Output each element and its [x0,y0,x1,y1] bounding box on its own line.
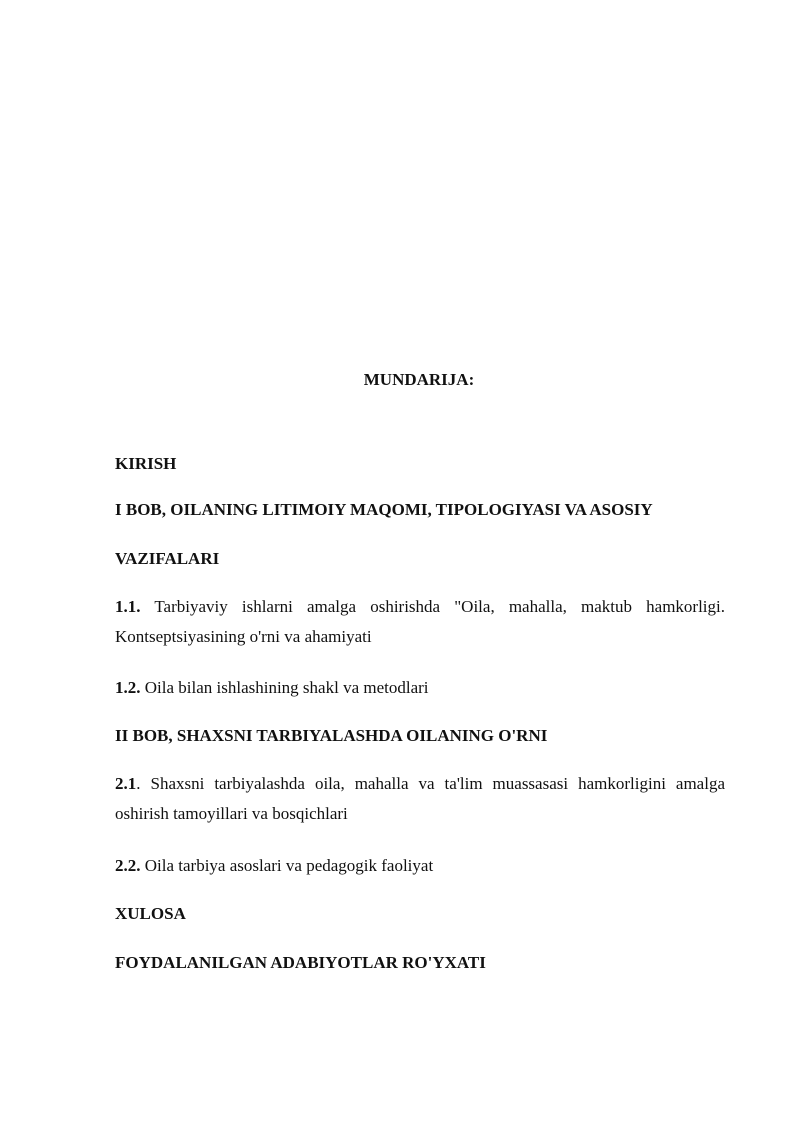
toc-entry-2-2 [115,852,725,880]
toc-entry-references: FOYDALANILGAN ADABIYOTLAR RO'YXATI [115,953,486,972]
toc-entry-1-1 [115,592,725,652]
section-number: 2.2. [115,856,141,875]
section-number: 2.1 [115,774,137,793]
toc-entry-1-2 [115,674,725,702]
toc-entry-chapter-1-cont: VAZIFALARI [115,549,220,568]
toc-entry-kirish: KIRISH [115,454,177,473]
toc-entry-conclusion: XULOSA [115,904,186,923]
section-title: Oila bilan ishlashining shakl va metodlari [140,678,429,697]
toc-entry-2-1 [115,769,725,829]
section-number: 1.1. [115,597,141,616]
toc-entry-chapter-1: I BOB, OILANING LITIMOIY MAQOMI, TIPOLOGIYASI VA ASOSIY [115,500,653,519]
page-title: MUNDARIJA: [363,370,475,389]
section-number: 1.2. [115,678,141,697]
section-title: . Shaxsni tarbiyalashda oila, mahalla va ta'lim muassasasi hamkorligini amalga oshirish tamoyillari va bosqichlari [115,774,725,823]
toc-entry-chapter-2: II BOB, SHAXSNI TARBIYALASHDA OILANING O'RNI [115,726,548,745]
section-title: Tarbiyaviy ishlarni amalga oshirishda "Oila, mahalla, maktub hamkorligi. Kontseptsiyasining o'rni va ahamiyati [115,597,725,646]
section-title: Oila tarbiya asoslarі va pedagogik faoliyat [140,856,434,875]
